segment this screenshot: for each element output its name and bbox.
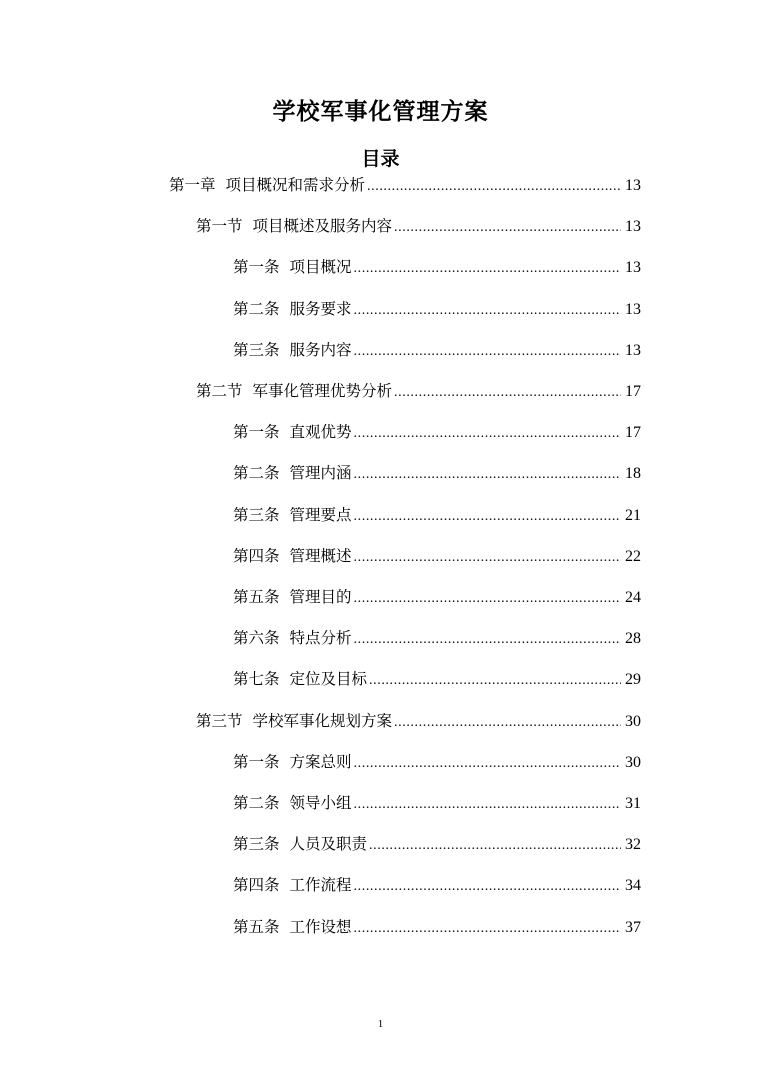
toc-dot-leader xyxy=(354,254,621,280)
toc-entry-number: 第四条 xyxy=(233,876,280,894)
toc-entry-page: 30 xyxy=(625,754,641,771)
toc-entry-number: 第一章 xyxy=(169,176,216,194)
toc-entry-page: 13 xyxy=(625,342,641,359)
toc-dot-leader xyxy=(354,625,621,651)
toc-entry-page: 21 xyxy=(625,507,641,524)
toc-entry-number: 第三节 xyxy=(196,712,243,730)
toc-heading: 目录 xyxy=(361,148,400,170)
toc-entry-page: 13 xyxy=(625,218,641,235)
toc-entry-number: 第三条 xyxy=(233,835,280,853)
toc-entry-label: 管理内涵 xyxy=(289,464,352,482)
toc-dot-leader xyxy=(354,584,621,610)
toc-entry-number: 第一条 xyxy=(233,753,280,771)
toc-entry[interactable] xyxy=(233,790,641,816)
toc-entry-number: 第四条 xyxy=(233,547,280,565)
toc-entry[interactable] xyxy=(233,584,641,610)
toc-dot-leader xyxy=(354,460,621,486)
toc-entry-label: 项目概况和需求分析 xyxy=(225,176,366,194)
toc-entry[interactable] xyxy=(169,172,641,198)
toc-entry-label: 服务要求 xyxy=(289,300,352,318)
toc-entry-number: 第一条 xyxy=(233,423,280,441)
toc-entry-number: 第二条 xyxy=(233,794,280,812)
toc-entry[interactable] xyxy=(233,914,641,940)
toc-entry-page: 34 xyxy=(625,877,641,894)
toc-entry-label: 学校军事化规划方案 xyxy=(252,712,393,730)
toc-entry-label: 领导小组 xyxy=(289,794,352,812)
toc-entry-label: 工作设想 xyxy=(289,918,352,936)
toc-entry[interactable] xyxy=(233,337,641,363)
toc-entry[interactable] xyxy=(233,460,641,486)
toc-entry-label: 人员及职责 xyxy=(289,835,368,853)
toc-entry-label: 管理目的 xyxy=(289,588,352,606)
toc-entry-page: 29 xyxy=(625,671,641,688)
toc-entry[interactable] xyxy=(233,296,641,322)
toc-entry-page: 30 xyxy=(625,713,641,730)
toc-entry-number: 第三条 xyxy=(233,341,280,359)
toc-entry-number: 第七条 xyxy=(233,670,280,688)
toc-dot-leader xyxy=(354,296,621,322)
toc-entry-page: 37 xyxy=(625,919,641,936)
toc-entry-label: 管理概述 xyxy=(289,547,352,565)
toc-entry-page: 32 xyxy=(625,836,641,853)
toc-entry-label: 方案总则 xyxy=(289,753,352,771)
toc-entry-label: 项目概述及服务内容 xyxy=(252,217,393,235)
toc-entry-label: 项目概况 xyxy=(289,258,352,276)
toc-entry[interactable] xyxy=(233,831,641,857)
toc-entry-page: 17 xyxy=(625,383,641,400)
toc-entry[interactable] xyxy=(233,419,641,445)
toc-entry[interactable] xyxy=(196,378,641,404)
toc-entry-number: 第六条 xyxy=(233,629,280,647)
toc-entry-page: 22 xyxy=(625,548,641,565)
toc-dot-leader xyxy=(354,337,621,363)
toc-dot-leader xyxy=(369,666,621,692)
toc-dot-leader xyxy=(394,378,621,404)
toc-entry-page: 24 xyxy=(625,589,641,606)
toc-dot-leader xyxy=(354,790,621,816)
toc-entry-number: 第二节 xyxy=(196,382,243,400)
toc-entry-page: 13 xyxy=(625,259,641,276)
toc-entry[interactable] xyxy=(233,625,641,651)
toc-dot-leader xyxy=(369,831,621,857)
toc-entry-page: 13 xyxy=(625,301,641,318)
toc-entry[interactable] xyxy=(233,872,641,898)
toc-entry[interactable] xyxy=(233,749,641,775)
toc-entry-number: 第五条 xyxy=(233,588,280,606)
toc-entry-page: 13 xyxy=(625,177,641,194)
toc-entry[interactable] xyxy=(196,708,641,734)
toc-entry-label: 直观优势 xyxy=(289,423,352,441)
toc-dot-leader xyxy=(354,419,621,445)
toc-entry[interactable] xyxy=(196,213,641,239)
toc-entry[interactable] xyxy=(233,666,641,692)
toc-dot-leader xyxy=(354,914,621,940)
toc-entry-label: 管理要点 xyxy=(289,506,352,524)
toc-entry-page: 18 xyxy=(625,465,641,482)
toc-dot-leader xyxy=(354,502,621,528)
page-number: 1 xyxy=(377,1018,384,1030)
toc-entry-label: 定位及目标 xyxy=(289,670,368,688)
toc-dot-leader xyxy=(354,543,621,569)
toc-entry-label: 军事化管理优势分析 xyxy=(252,382,393,400)
toc-entry-number: 第一节 xyxy=(196,217,243,235)
toc-entry[interactable] xyxy=(233,254,641,280)
toc-entry-page: 17 xyxy=(625,424,641,441)
toc-dot-leader xyxy=(354,749,621,775)
toc-entry-label: 特点分析 xyxy=(289,629,352,647)
toc-entry-page: 28 xyxy=(625,630,641,647)
toc-entry-number: 第二条 xyxy=(233,464,280,482)
toc-entry-label: 工作流程 xyxy=(289,876,352,894)
toc-entry[interactable] xyxy=(233,543,641,569)
toc-entry-number: 第一条 xyxy=(233,258,280,276)
document-title: 学校军事化管理方案 xyxy=(272,99,489,125)
toc-entry-page: 31 xyxy=(625,795,641,812)
toc-dot-leader xyxy=(394,213,621,239)
toc-entry-number: 第二条 xyxy=(233,300,280,318)
toc-entry[interactable] xyxy=(233,502,641,528)
toc-dot-leader xyxy=(367,172,621,198)
toc-dot-leader xyxy=(354,872,621,898)
toc-entry-number: 第五条 xyxy=(233,918,280,936)
toc-dot-leader xyxy=(394,708,621,734)
toc-entry-number: 第三条 xyxy=(233,506,280,524)
toc-entry-label: 服务内容 xyxy=(289,341,352,359)
